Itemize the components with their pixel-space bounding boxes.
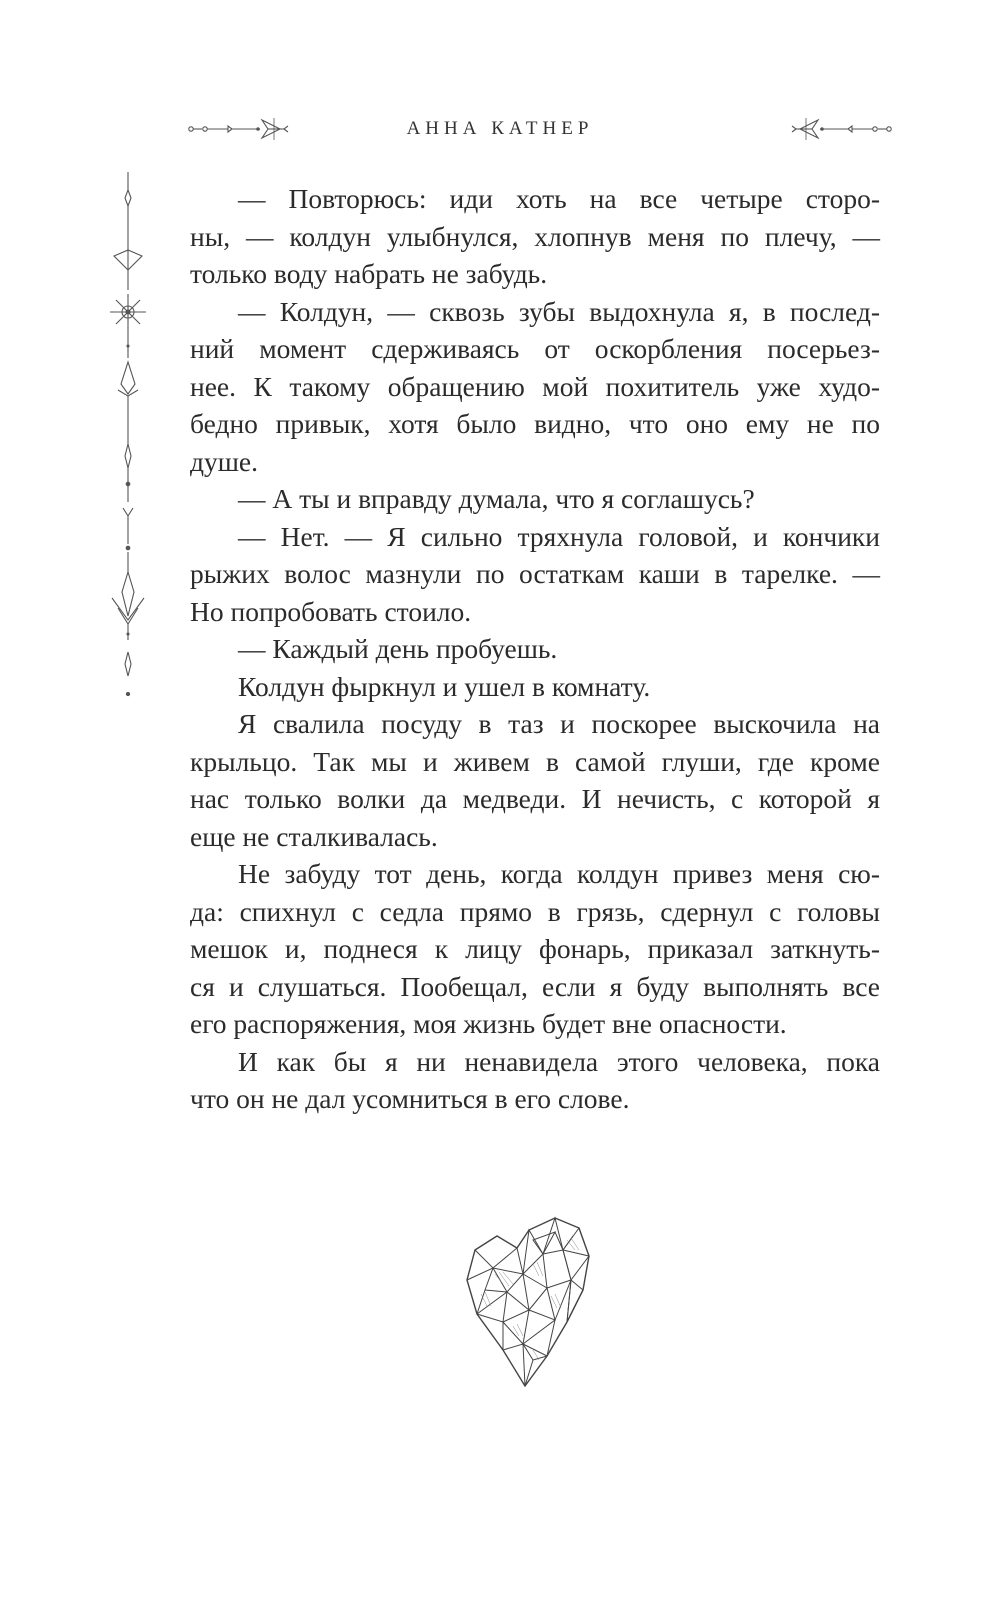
text-line: нее. К такому обращению мой похититель уже худо-: [190, 370, 880, 402]
text-line: — А ты и вправду думала, что я соглашусь?: [238, 483, 755, 514]
running-head-author: АННА КАТНЕР: [406, 118, 594, 139]
text-line: только воду набрать не забудь.: [190, 258, 548, 289]
text-line: рыжих волос мазнули по остаткам каши в тарелке. —: [190, 558, 880, 589]
text-line: его распоряжения, моя жизнь будет вне опасности.: [190, 1008, 787, 1039]
page-body: [190, 180, 880, 1118]
paragraph: [190, 855, 880, 1043]
paragraph: [190, 518, 880, 631]
text-line: ся и слушаться. Пообещал, если я буду выполнять все: [190, 970, 880, 1002]
paragraph: [190, 1043, 880, 1118]
text-line: ны, — колдун улыбнулся, хлопнув меня по плечу, —: [190, 220, 880, 252]
paragraph: [190, 293, 880, 481]
text-line: еще не сталкивалась.: [190, 820, 438, 852]
text-line: крыльцо. Так мы и живем в самой глуши, где кроме: [190, 745, 880, 777]
text-line: душе.: [190, 445, 258, 477]
paragraph: [190, 668, 880, 706]
text-line: да: спихнул с седла прямо в грязь, сдернул с головы: [190, 895, 880, 927]
text-line: Колдун фыркнул и ушел в комнату.: [238, 670, 651, 702]
text-line: Но попробовать стоило.: [190, 595, 472, 627]
text-line: Я свалила посуду в таз и поскорее выскочила на: [238, 708, 880, 739]
side-ornament-icon: [108, 172, 148, 702]
paragraph: [190, 630, 880, 668]
text-line: — Колдун, — сквозь зубы выдохнула я, в послед-: [238, 295, 880, 327]
text-line: — Каждый день пробуешь.: [238, 633, 558, 664]
paragraph: [190, 705, 880, 855]
text-line: — Нет. — Я сильно тряхнула головой, и кончики: [238, 520, 880, 552]
text-line: бедно привык, хотя было видно, что оно ему не по: [190, 408, 880, 439]
text-line: что он не дал усомниться в его слове.: [190, 1083, 630, 1114]
text-line: ний момент сдерживаясь от оскорбления посерьез-: [190, 333, 880, 364]
text-line: — Повторюсь: иди хоть на все четыре сторо-: [238, 183, 880, 214]
paragraph: [190, 480, 880, 518]
running-head: [0, 112, 1000, 148]
text-line: нас только волки да медведи. И нечисть, с которой я: [190, 783, 880, 814]
text-line: Не забуду тот день, когда колдун привез меня сю-: [238, 858, 880, 889]
text-line: И как бы я ни ненавидела этого человека, пока: [238, 1045, 880, 1077]
crystal-heart-icon: [463, 1210, 591, 1390]
header-ornament-right-icon: [780, 114, 892, 144]
paragraph: [190, 180, 880, 293]
text-line: мешок и, поднеся к лицу фонарь, приказал заткнуть-: [190, 933, 880, 964]
